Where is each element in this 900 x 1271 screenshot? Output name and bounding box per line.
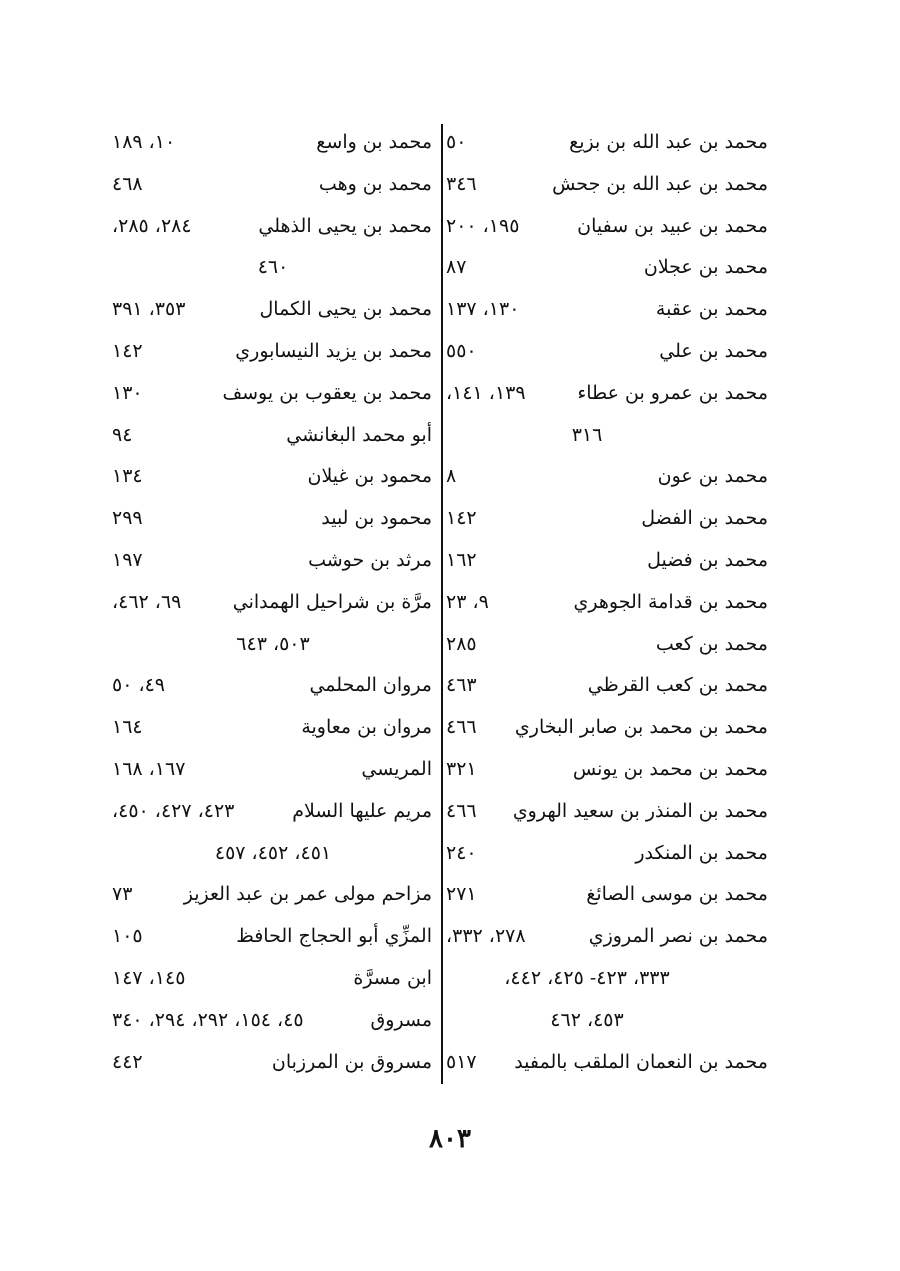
index-entry xyxy=(442,624,772,666)
entry-pages: ١٤٥، ١٤٧ xyxy=(112,966,186,989)
index-entry xyxy=(108,164,438,206)
entry-pages: ٤٢٣، ٤٢٧، ٤٥٠، xyxy=(112,799,235,822)
index-entry-continuation xyxy=(442,415,772,457)
index-column-left xyxy=(108,122,438,1082)
entry-name: محمد بن كعب القرظي xyxy=(587,674,768,697)
entry-name: محمد بن وهب xyxy=(318,172,432,195)
index-entry xyxy=(108,749,438,791)
entry-pages: ١٣٩، ١٤١، xyxy=(446,381,526,404)
index-entry-continuation xyxy=(442,958,772,1000)
index-entry xyxy=(442,707,772,749)
entry-pages: ٤٥٣، ٤٦٢ xyxy=(550,1008,624,1031)
entry-name: محمد بن عقبة xyxy=(655,298,768,321)
index-entry-continuation xyxy=(108,833,438,875)
index-entry xyxy=(442,498,772,540)
entry-name: محمد بن فضيل xyxy=(647,548,768,571)
entry-pages: ٤٥، ١٥٤، ٢٩٢، ٢٩٤، ٣٤٠ xyxy=(112,1008,304,1031)
index-entry xyxy=(442,247,772,289)
index-entry xyxy=(442,164,772,206)
entry-name: ابن مسرَّة xyxy=(353,966,432,989)
entry-pages: ٧٣ xyxy=(112,883,133,906)
entry-name: محمد بن عبد الله بن بزيع xyxy=(569,131,768,153)
index-entry xyxy=(442,833,772,875)
entry-name: محمد بن نصر المروزي xyxy=(588,925,768,948)
entry-pages: ٦٩، ٤٦٢، xyxy=(112,590,182,613)
entry-pages: ٢٧٨، ٣٣٢، xyxy=(446,925,526,948)
entry-pages: ١٤٢ xyxy=(446,507,477,530)
index-entry xyxy=(108,958,438,1000)
index-column-right xyxy=(442,122,772,1082)
entry-pages: ١٠٥ xyxy=(112,925,143,948)
entry-pages: ٩٤ xyxy=(112,423,133,446)
entry-name: مسروق بن المرزبان xyxy=(271,1050,432,1073)
entry-pages: ١٣٠، ١٣٧ xyxy=(446,298,520,321)
entry-pages: ٢٧١ xyxy=(446,883,477,906)
entry-name: مزاحم مولى عمر بن عبد العزيز xyxy=(183,883,432,906)
entry-name: مرثد بن حوشب xyxy=(308,548,432,571)
entry-name: محمد بن عجلان xyxy=(643,256,768,279)
entry-pages: ١٤٢ xyxy=(112,339,143,362)
entry-pages: ٢٩٩ xyxy=(112,507,143,530)
entry-name: أبو محمد البغانشي xyxy=(286,423,432,446)
entry-name: محمد بن يحيى الذهلي xyxy=(258,214,432,237)
entry-name: محمد بن المنكدر xyxy=(635,841,768,864)
entry-pages: ٥٠ xyxy=(446,131,467,153)
entry-name: محمد بن المنذر بن سعيد الهروي xyxy=(512,799,768,822)
entry-name: محمد بن قدامة الجوهري xyxy=(573,590,768,613)
entry-name: محمد بن علي xyxy=(659,339,768,362)
entry-pages: ٢٤٠ xyxy=(446,841,477,864)
entry-pages: ١٠، ١٨٩ xyxy=(112,131,176,153)
entry-name: محمد بن كعب xyxy=(655,632,768,655)
index-entry xyxy=(108,582,438,624)
entry-pages: ١٦٧، ١٦٨ xyxy=(112,757,186,780)
entry-pages: ٣١٦ xyxy=(571,423,603,446)
entry-name: محمد بن واسع xyxy=(316,131,432,153)
entry-pages: ١٩٥، ٢٠٠ xyxy=(446,214,520,237)
entry-pages: ٥٥٠ xyxy=(446,339,477,362)
entry-pages: ٢٨٥ xyxy=(446,632,477,655)
entry-name: محمود بن غيلان xyxy=(307,465,432,488)
entry-name: محمد بن محمد بن يونس xyxy=(572,757,768,780)
entry-name: محمد بن النعمان الملقب بالمفيد xyxy=(514,1050,768,1073)
index-entry xyxy=(108,791,438,833)
entry-name: محمد بن يزيد النيسابوري xyxy=(235,339,432,362)
index-entry xyxy=(108,122,438,164)
entry-pages: ١٩٧ xyxy=(112,548,143,571)
entry-pages: ٤٦٦ xyxy=(446,799,477,822)
index-entry xyxy=(108,498,438,540)
index-entry xyxy=(442,665,772,707)
entry-name: مسروق xyxy=(370,1008,432,1031)
index-entry xyxy=(442,456,772,498)
entry-pages: ٥١٧ xyxy=(446,1050,477,1073)
entry-name: مروان بن معاوية xyxy=(301,716,432,739)
index-entry xyxy=(442,874,772,916)
entry-name: مرَّة بن شراحيل الهمداني xyxy=(232,590,432,613)
entry-name: محمد بن عمرو بن عطاء xyxy=(577,381,768,404)
index-entry-continuation xyxy=(108,247,438,289)
entry-pages: ٣٢١ xyxy=(446,757,477,780)
index-entry xyxy=(108,874,438,916)
index-entry xyxy=(442,1042,772,1084)
index-entry xyxy=(442,916,772,958)
index-entry xyxy=(442,206,772,248)
index-entry xyxy=(442,582,772,624)
index-entry xyxy=(442,289,772,331)
index-entry xyxy=(108,916,438,958)
index-entry xyxy=(442,331,772,373)
index-entry xyxy=(108,415,438,457)
entry-name: محمد بن الفضل xyxy=(641,507,768,530)
index-entry xyxy=(442,373,772,415)
entry-pages: ٣٣٣، ٤٢٣- ٤٢٥، ٤٤٢، xyxy=(504,966,670,989)
index-entry xyxy=(108,1000,438,1042)
entry-name: محمد بن عبيد بن سفيان xyxy=(577,214,768,237)
entry-name: المريسي xyxy=(361,757,432,780)
entry-pages: ٥٠٣، ٦٤٣ xyxy=(236,632,310,655)
entry-name: محمد بن موسى الصائغ xyxy=(586,883,768,906)
entry-pages: ٤٥١، ٤٥٢، ٤٥٧ xyxy=(214,841,332,864)
entry-pages: ٨٧ xyxy=(446,256,467,279)
entry-name: محمد بن عبد الله بن جحش xyxy=(552,172,768,195)
index-entry xyxy=(108,331,438,373)
entry-pages: ٨ xyxy=(446,465,457,488)
entry-name: المزِّي أبو الحجاج الحافظ xyxy=(236,925,432,948)
entry-name: مروان المحلمي xyxy=(309,674,432,697)
index-entry xyxy=(108,707,438,749)
index-entry xyxy=(108,665,438,707)
entry-pages: ٤٦٦ xyxy=(446,716,477,739)
entry-pages: ١٦٤ xyxy=(112,716,143,739)
page-number: ٨٠٣ xyxy=(429,1124,471,1154)
column-divider xyxy=(441,124,443,1084)
entry-name: مريم عليها السلام xyxy=(292,799,432,822)
index-entry xyxy=(442,122,772,164)
entry-name: محمد بن محمد بن صابر البخاري xyxy=(514,716,768,739)
entry-pages: ٩، ٢٣ xyxy=(446,590,489,613)
index-entry xyxy=(108,456,438,498)
index-entry xyxy=(442,749,772,791)
index-entry-continuation xyxy=(108,624,438,666)
entry-pages: ١٦٢ xyxy=(446,548,477,571)
entry-pages: ٤٦٨ xyxy=(112,172,143,195)
entry-pages: ١٣٠ xyxy=(112,381,143,404)
index-entry xyxy=(108,289,438,331)
entry-pages: ٣٤٦ xyxy=(446,172,477,195)
entry-pages: ٣٥٣، ٣٩١ xyxy=(112,298,186,321)
entry-pages: ٤٩، ٥٠ xyxy=(112,674,166,697)
index-entry-continuation xyxy=(442,1000,772,1042)
entry-pages: ٤٤٢ xyxy=(112,1050,143,1073)
index-entry xyxy=(442,540,772,582)
entry-name: محمد بن عون xyxy=(657,465,768,488)
entry-name: محمود بن لبيد xyxy=(321,507,432,530)
entry-pages: ٤٦٠ xyxy=(257,256,289,279)
index-entry xyxy=(108,206,438,248)
entry-pages: ٤٦٣ xyxy=(446,674,477,697)
entry-name: محمد بن يحيى الكمال xyxy=(259,298,432,321)
entry-pages: ٢٨٤، ٢٨٥، xyxy=(112,214,192,237)
entry-pages: ١٣٤ xyxy=(112,465,143,488)
index-entry xyxy=(108,1042,438,1084)
index-entry xyxy=(108,373,438,415)
entry-name: محمد بن يعقوب بن يوسف xyxy=(222,381,432,404)
index-entry xyxy=(442,791,772,833)
index-entry xyxy=(108,540,438,582)
